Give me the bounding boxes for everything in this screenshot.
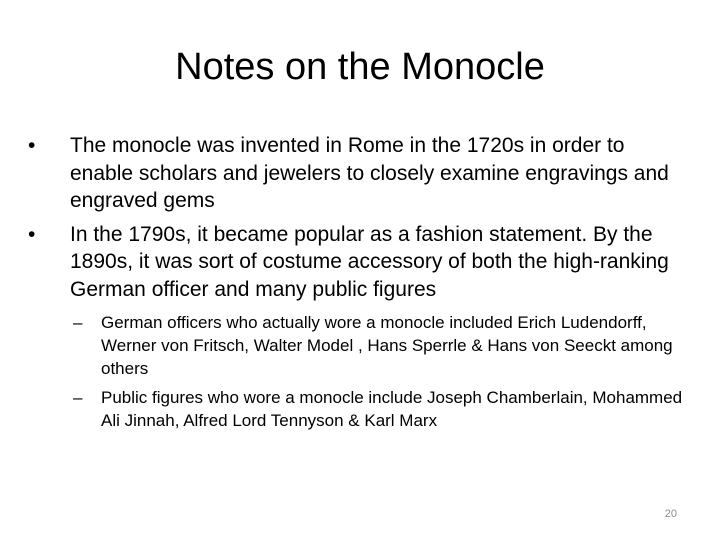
sub-bullet-item bbox=[28, 386, 692, 432]
slide-body bbox=[28, 132, 692, 438]
slide-title: Notes on the Monocle bbox=[175, 46, 545, 88]
bullet-text: The monocle was invented in Rome in the 1720s in order to enable scholars and jewelers to closely examine engravings and engraved gems bbox=[70, 134, 669, 212]
sub-bullet-item bbox=[28, 311, 692, 380]
bullet-marker: • bbox=[28, 134, 36, 157]
bullet-item bbox=[28, 221, 692, 304]
page-number: 20 bbox=[664, 508, 677, 520]
sub-bullet-text: German officers who actually wore a monocle included Erich Ludendorff, Werner von Fritsch, Walter Model , Hans Sperrle & Hans von Seeckt among others bbox=[101, 313, 673, 378]
sub-bullet-marker: – bbox=[73, 388, 83, 407]
bullet-item bbox=[28, 132, 692, 215]
sub-bullet-marker: – bbox=[73, 313, 83, 332]
bullet-text: In the 1790s, it became popular as a fashion statement. By the 1890s, it was sort of costume accessory of both the high-ranking German officer and many public figures bbox=[70, 222, 669, 301]
sub-bullet-text: Public figures who wore a monocle include Joseph Chamberlain, Mohammed Ali Jinnah, Alfred Lord Tennyson & Karl Marx bbox=[101, 388, 683, 430]
bullet-marker: • bbox=[28, 222, 36, 246]
sub-bullet-list bbox=[28, 311, 692, 432]
